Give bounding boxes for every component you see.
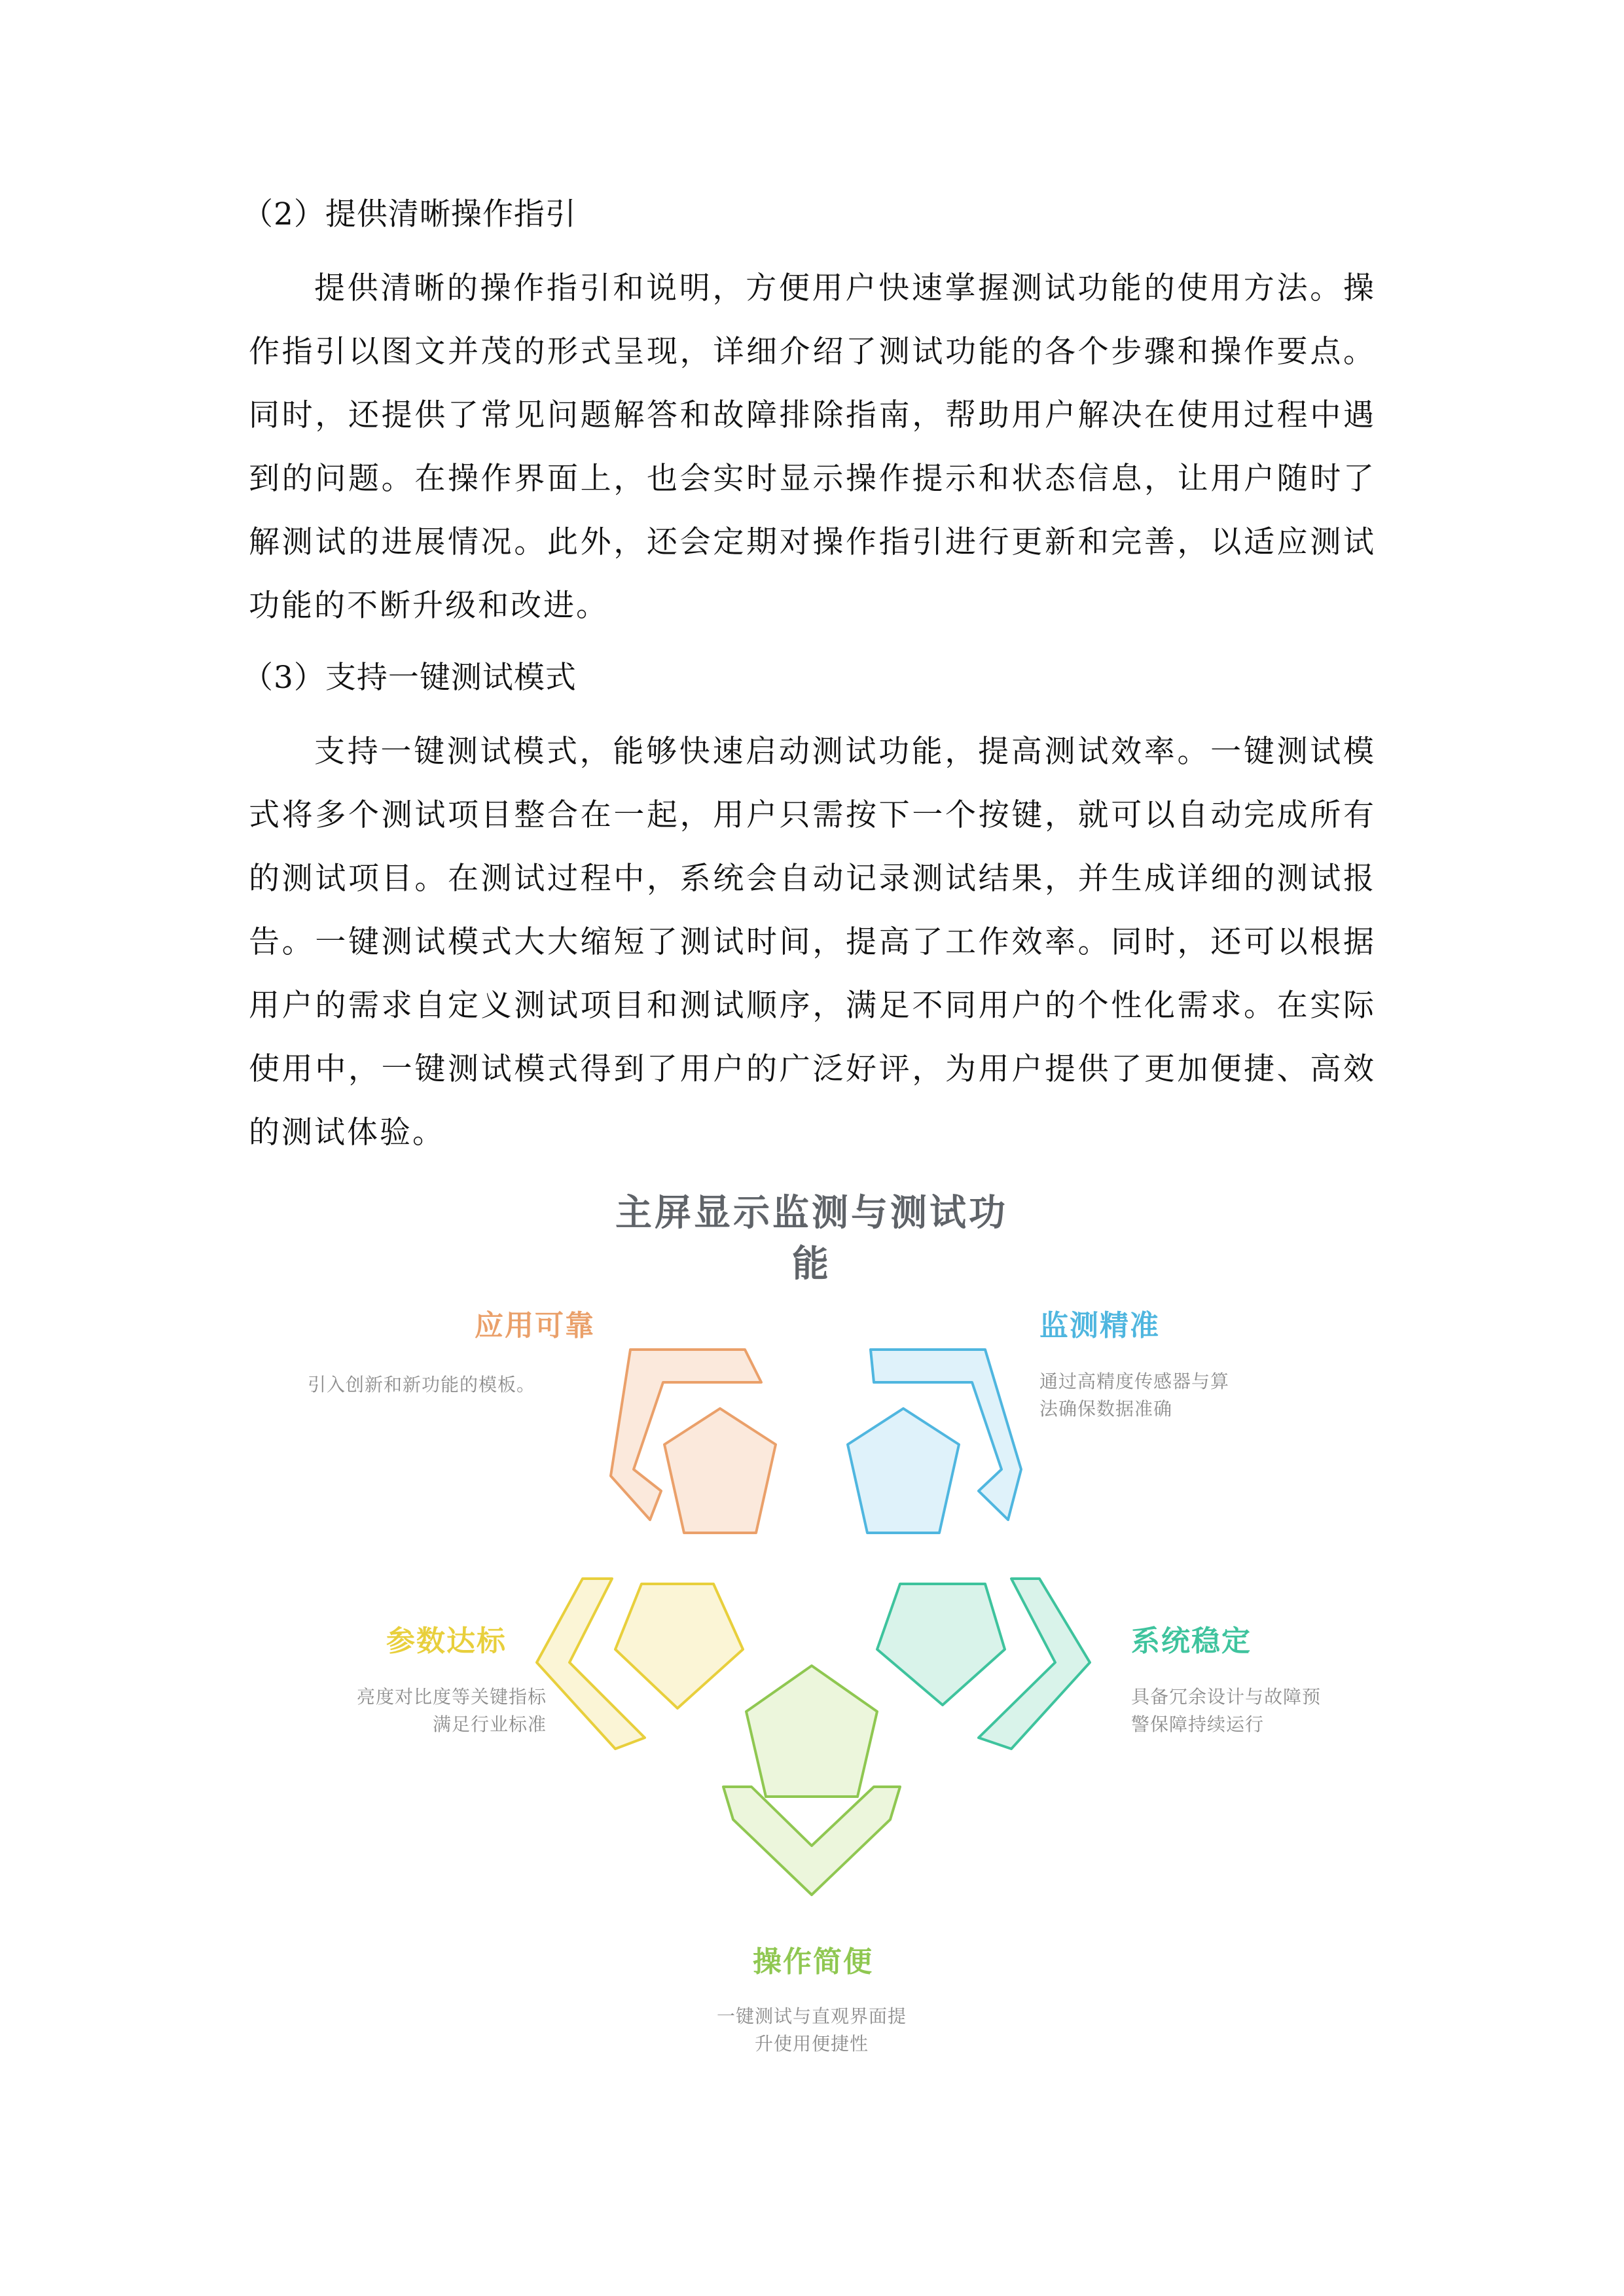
pentagon-easy [723,1666,900,1895]
node-label-reliable: 应用可靠 [475,1309,595,1342]
node-desc-easy [681,2003,943,2058]
diagram-title-line-1: 主屏显示监测与测试功 [615,1192,1008,1234]
node-label-accurate: 监测精准 [1039,1309,1160,1342]
section-3-paragraph: 支持一键测试模式，能够快速启动测试功能，提高测试效率。一键测试模式将多个测试项目整合在一起，用户只需按下一个按键，就可以自动完成所有的测试项目。在测试过程中，系统会自动记录测试结果，并生成详细的测试报告。一键测试模式大大缩短了测试时间，提高了工作效率。同时，还可以根据用户的需求自定义测试项目和测试顺序，满足不同用户的个性化需求。在实际使用中，一键测试模式得到了用户的广泛好评，为用户提供了更加便捷、高效的测试体验。 [249,734,1376,1151]
diagram-title-line-2: 能 [792,1243,831,1285]
node-label-easy: 操作简便 [753,1945,873,1979]
node-label-standard: 参数达标 [386,1624,507,1658]
node-desc-standard-line-1: 亮度对比度等关键指标 [356,1686,547,1708]
node-desc-standard [272,1683,547,1738]
pentagon-accurate [848,1350,1021,1533]
node-label-stable: 系统稳定 [1131,1624,1252,1658]
section-2-heading: （2）提供清晰操作指引 [242,196,577,232]
pentagon-stable [877,1579,1090,1749]
node-desc-reliable: 引入创新和新功能的模板。 [308,1374,536,1395]
section-3-heading: （3）支持一键测试模式 [242,660,577,696]
node-desc-easy-line-1: 一键测试与直观界面提 [716,2005,907,2027]
node-desc-standard-line-2: 满足行业标准 [432,1713,547,1735]
node-desc-accurate-line-2: 法确保数据准确 [1039,1398,1173,1420]
node-desc-stable-line-2: 警保障持续运行 [1131,1713,1265,1735]
section-2-paragraph: 提供清晰的操作指引和说明，方便用户快速掌握测试功能的使用方法。操作指引以图文并茂的形式呈现，详细介绍了测试功能的各个步骤和操作要点。同时，还提供了常见问题解答和故障排除指南，帮助用户解决在使用过程中遇到的问题。在操作界面上，也会实时显示操作提示和状态信息，让用户随时了解测试的进展情况。此外，还会定期对操作指引进行更新和完善，以适应测试功能的不断升级和改进。 [249,270,1376,624]
node-desc-stable [1131,1683,1321,1738]
node-desc-stable-line-1: 具备冗余设计与故障预 [1131,1686,1322,1708]
pentagon-standard [537,1579,743,1749]
pentagon-reliable [611,1350,776,1533]
node-desc-easy-line-2: 升使用便捷性 [754,2033,869,2054]
node-desc-accurate-line-1: 通过高精度传感器与算 [1039,1371,1230,1392]
node-desc-accurate [1039,1368,1229,1423]
